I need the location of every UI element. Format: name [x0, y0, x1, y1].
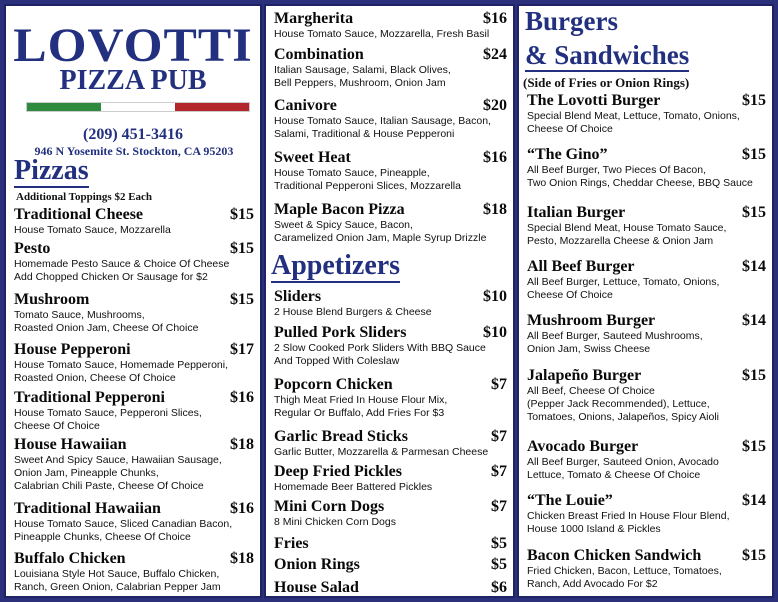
pizzas-appetizers-column: [264, 4, 515, 598]
item-name-row: [274, 463, 507, 481]
item-name: The Lovotti Burger: [527, 92, 661, 109]
item-price: $15: [742, 146, 766, 163]
pizzas-heading: Pizzas: [14, 155, 89, 186]
item-description: 2 House Blend Burgers & Cheese: [274, 306, 432, 318]
item-description: Tomato Sauce, Mushrooms, Roasted Onion Jam, Cheese Of Choice: [14, 309, 199, 334]
item-name: “The Gino”: [527, 146, 608, 163]
item-name-row: [527, 438, 766, 456]
menu-item: [274, 201, 507, 245]
item-price: $18: [230, 550, 254, 567]
menu-item: [274, 376, 507, 420]
menu-item: [527, 547, 766, 591]
item-name: “The Louie”: [527, 492, 613, 509]
menu-item: [527, 204, 766, 248]
item-name-row: [527, 367, 766, 385]
item-price: $16: [483, 149, 507, 166]
item-description: House Tomato Sauce, Mozzarella: [14, 224, 171, 236]
menu-item: [14, 500, 254, 544]
item-name-row: [274, 149, 507, 167]
item-name: Popcorn Chicken: [274, 376, 393, 393]
item-price: $15: [230, 240, 254, 257]
item-name-row: [274, 97, 507, 115]
menu-item: [274, 579, 507, 597]
item-price: $6: [491, 579, 507, 596]
item-price: $14: [742, 312, 766, 329]
item-price: $16: [230, 500, 254, 517]
item-name-row: [274, 288, 507, 306]
item-description: Italian Sausage, Salami, Black Olives, Bell Peppers, Mushroom, Onion Jam: [274, 64, 451, 89]
item-price: $15: [742, 367, 766, 384]
menu-item: [274, 498, 507, 529]
item-name: Sliders: [274, 288, 322, 305]
item-name-row: [274, 498, 507, 516]
item-description: House Tomato Sauce, Italian Sausage, Bacon, Salami, Traditional & House Pepperoni: [274, 115, 491, 140]
item-description: House Tomato Sauce, Pineapple, Traditional Pepperoni Slices, Mozzarella: [274, 167, 461, 192]
menu-item: [274, 428, 507, 459]
italian-flag-stripe: [26, 102, 250, 112]
item-description: Sweet And Spicy Sauce, Hawaiian Sausage, Onion Jam, Pineapple Chunks, Calabrian Chili Paste, Cheese Of Choice: [14, 454, 222, 492]
item-description: Homemade Pesto Sauce & Choice Of Cheese Add Chopped Chicken Or Sausage for $2: [14, 258, 230, 283]
item-name-row: [527, 204, 766, 222]
item-name: Canivore: [274, 97, 337, 114]
menu-item: [274, 324, 507, 368]
item-name: Traditional Cheese: [14, 206, 144, 223]
item-name: Bacon Chicken Sandwich: [527, 547, 702, 564]
item-name: All Beef Burger: [527, 258, 635, 275]
menu-item: [14, 291, 254, 335]
item-description: Louisiana Style Hot Sauce, Buffalo Chicken, Ranch, Green Onion, Calabrian Pepper Jam: [14, 568, 221, 593]
item-price: $5: [491, 535, 507, 552]
menu-item: [274, 149, 507, 193]
menu-item: [274, 46, 507, 90]
item-name-row: [14, 500, 254, 518]
item-price: $5: [491, 556, 507, 573]
item-name: Deep Fried Pickles: [274, 463, 402, 480]
phone-number: (209) 451-3416: [83, 126, 183, 143]
item-name: Sweet Heat: [274, 149, 351, 166]
appetizers-heading: Appetizers: [271, 250, 401, 281]
item-name-row: [274, 556, 507, 574]
item-description: Chicken Breast Fried In House Flour Blend, House 1000 Island & Pickles: [527, 510, 730, 535]
item-name: Jalapeño Burger: [527, 367, 642, 384]
item-name-row: [274, 10, 507, 28]
item-name: Maple Bacon Pizza: [274, 201, 405, 218]
item-name-row: [14, 389, 254, 407]
item-name: Pesto: [14, 240, 51, 257]
menu-item: [527, 258, 766, 302]
address: 946 N Yosemite St. Stockton, CA 95203: [34, 144, 234, 158]
item-name-row: [14, 240, 254, 258]
sandwiches-heading: & Sandwiches: [525, 40, 690, 70]
menu-item: [274, 463, 507, 494]
item-price: $15: [742, 438, 766, 455]
logo-subtitle: PIZZA PUB: [59, 65, 207, 96]
item-price: $15: [230, 206, 254, 223]
item-description: House Tomato Sauce, Mozzarella, Fresh Basil: [274, 28, 490, 40]
item-price: $24: [483, 46, 507, 63]
item-price: $15: [742, 204, 766, 221]
item-name-row: [274, 324, 507, 342]
item-price: $10: [483, 288, 507, 305]
item-name: Traditional Hawaiian: [14, 500, 161, 517]
item-description: Thigh Meat Fried In House Flour Mix, Regular Or Buffalo, Add Fries For $3: [274, 394, 448, 419]
menu-item: [274, 10, 507, 41]
item-name: Mushroom: [14, 291, 90, 308]
item-description: All Beef Burger, Sauteed Mushrooms, Onion Jam, Swiss Cheese: [527, 330, 703, 355]
item-name-row: [14, 341, 254, 359]
menu-item: [14, 436, 254, 493]
item-price: $7: [491, 428, 507, 445]
item-price: $7: [491, 463, 507, 480]
item-name-row: [274, 201, 507, 219]
item-name: Buffalo Chicken: [14, 550, 126, 567]
item-description: All Beef Burger, Two Pieces Of Bacon, Two Onion Rings, Cheddar Cheese, BBQ Sauce: [527, 164, 753, 189]
menu-item: [527, 438, 766, 482]
item-name: Mini Corn Dogs: [274, 498, 385, 515]
item-name-row: [527, 312, 766, 330]
item-price: $14: [742, 258, 766, 275]
item-name-row: [527, 492, 766, 510]
menu-item: [274, 556, 507, 574]
item-price: $18: [230, 436, 254, 453]
menu-item: [14, 341, 254, 385]
menu-item: [274, 288, 507, 319]
item-name: House Salad: [274, 579, 359, 596]
item-name: House Hawaiian: [14, 436, 127, 453]
item-description: 8 Mini Chicken Corn Dogs: [274, 516, 396, 528]
item-name: Avocado Burger: [527, 438, 639, 455]
menu-item: [527, 492, 766, 536]
item-description: Special Blend Meat, Lettuce, Tomato, Onions, Cheese Of Choice: [527, 110, 740, 135]
item-name: Onion Rings: [274, 556, 360, 573]
item-name: Fries: [274, 535, 309, 552]
item-description: All Beef Burger, Lettuce, Tomato, Onions, Cheese Of Choice: [527, 276, 720, 301]
item-name: Margherita: [274, 10, 354, 27]
item-name-row: [527, 92, 766, 110]
menu-item: [14, 389, 254, 433]
item-name: House Pepperoni: [14, 341, 131, 358]
item-name-row: [14, 550, 254, 568]
item-description: Sweet & Spicy Sauce, Bacon, Caramelized Onion Jam, Maple Syrup Drizzle: [274, 219, 487, 244]
menu-item: [274, 97, 507, 141]
sides-note: (Side of Fries or Onion Rings): [523, 75, 690, 90]
menu-item: [527, 367, 766, 424]
item-description: House Tomato Sauce, Homemade Pepperoni, Roasted Onion, Cheese Of Choice: [14, 359, 229, 384]
item-description: Homemade Beer Battered Pickles: [274, 481, 433, 493]
item-name-row: [527, 258, 766, 276]
item-name-row: [527, 146, 766, 164]
item-name: Traditional Pepperoni: [14, 389, 165, 406]
item-price: $14: [742, 492, 766, 509]
item-description: House Tomato Sauce, Sliced Canadian Bacon, Pineapple Chunks, Cheese Of Choice: [14, 518, 233, 543]
item-name-row: [14, 291, 254, 309]
item-name-row: [274, 579, 507, 597]
burgers-heading: Burgers: [525, 6, 618, 36]
item-name-row: [274, 376, 507, 394]
menu-item: [14, 206, 254, 237]
item-name: Garlic Bread Sticks: [274, 428, 408, 445]
item-price: $16: [230, 389, 254, 406]
menu-item: [527, 92, 766, 136]
item-description: All Beef, Cheese Of Choice (Pepper Jack Recommended), Lettuce, Tomatoes, Onions, Jalapeños, Spicy Aioli: [527, 385, 720, 423]
item-price: $16: [483, 10, 507, 27]
item-name: Pulled Pork Sliders: [274, 324, 407, 341]
item-description: Fried Chicken, Bacon, Lettuce, Tomatoes, Ranch, Add Avocado For $2: [527, 565, 722, 590]
item-price: $15: [742, 547, 766, 564]
item-name-row: [274, 46, 507, 64]
item-price: $20: [483, 97, 507, 114]
logo-name: LOVOTTI: [13, 18, 253, 72]
item-price: $17: [230, 341, 254, 358]
menu-item: [527, 146, 766, 190]
menu-item: [274, 535, 507, 553]
item-name-row: [274, 535, 507, 553]
item-name: Combination: [274, 46, 364, 63]
menu-item: [527, 312, 766, 356]
item-description: Garlic Butter, Mozzarella & Parmesan Cheese: [274, 446, 489, 458]
item-description: 2 Slow Cooked Pork Sliders With BBQ Sauce And Topped With Coleslaw: [274, 342, 486, 367]
item-name-row: [527, 547, 766, 565]
pizzas-column: [4, 4, 262, 598]
item-price: $18: [483, 201, 507, 218]
item-price: $7: [491, 376, 507, 393]
item-description: House Tomato Sauce, Pepperoni Slices, Cheese Of Choice: [14, 407, 202, 432]
item-description: All Beef Burger, Sauteed Onion, Avocado Lettuce, Tomato & Cheese Of Choice: [527, 456, 719, 481]
item-name-row: [14, 436, 254, 454]
item-price: $15: [230, 291, 254, 308]
item-name-row: [274, 428, 507, 446]
item-price: $7: [491, 498, 507, 515]
item-name-row: [14, 206, 254, 224]
item-name: Mushroom Burger: [527, 312, 656, 329]
burgers-column: [517, 4, 774, 598]
item-name: Italian Burger: [527, 204, 626, 221]
menu-item: [14, 240, 254, 284]
toppings-note: Additional Toppings $2 Each: [16, 191, 153, 203]
menu-item: [14, 550, 254, 594]
item-price: $10: [483, 324, 507, 341]
item-price: $15: [742, 92, 766, 109]
item-description: Special Blend Meat, House Tomato Sauce, Pesto, Mozzarella Cheese & Onion Jam: [527, 222, 727, 247]
